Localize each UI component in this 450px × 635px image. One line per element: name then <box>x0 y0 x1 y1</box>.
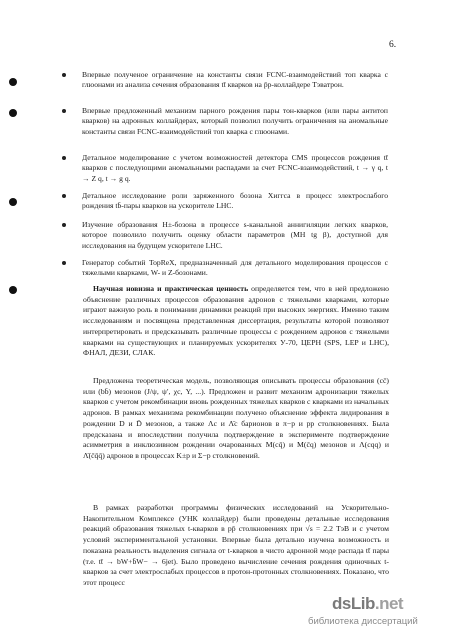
list-item <box>62 153 388 184</box>
list-item-text: Впервые предложенный механизм парного рождения пары тон-кварков (или пары антитоп кварков) на адронных коллайдерах, который позволил получить ограничения на аномальные константы связи FCNC-взаимодействий топ кварка с глюонами. <box>82 106 388 136</box>
list-item <box>62 220 388 251</box>
bullet-icon <box>62 261 66 265</box>
model-paragraph: Предложена теоретическая модель, позволяющая описывать процессы образования (cc̄) или (bb̄) мезонов (J/ψ, ψ′, χc, Υ, ...). Предложен и развит механизм адронизации тяжелых кварков с учетом рекомбинации вновь рожденных тяжелых кварков с кварками из начальных адронов. В рамках механизма рекомбинации получено объяснение эффекта лидирования в рождении D и D̄ мезонов, а также Λc и Λ̄c барионов в π−p и pp столкновениях. Была предсказана и впоследствии получила подтверждение в эксперименте подтверждение асимметрия в инклюзивном рождении очарованных M(cq̄) и M(c̄q) мезонов и Λ(cqq) и Λ̄(c̄q̄q̄) адронов в процессах K±p и Σ−p столкновений. <box>83 376 389 460</box>
binder-hole-dot <box>9 109 17 117</box>
novelty-paragraph <box>83 284 389 359</box>
bullet-icon <box>62 156 66 160</box>
list-item <box>62 70 388 91</box>
watermark-subtitle: библиотека диссертаций <box>308 616 418 627</box>
list-item-text: Генератор событий TopReX, предназначенный для детального моделирования процессов с тяжелыми кварками, W- и Z-бозонами. <box>82 258 388 278</box>
binder-hole-dot <box>9 198 17 206</box>
page-number: 6. <box>389 40 397 50</box>
list-item-text: Впервые полученое ограничение на константы связи FCNC-взаимодействий топ кварка с глюонами из анализа сечения образования tt̄ кварков на p̄p-коллайдере Тэватрон. <box>82 70 388 90</box>
binder-hole-dot <box>9 286 17 294</box>
bullet-icon <box>62 109 66 113</box>
list-item <box>62 106 388 137</box>
list-item-text: Детальное исследование роли заряженного бозона Хиггса в процесс электрослабого рождения tb̄-пары кварков на ускорителе LHC. <box>82 191 388 211</box>
list-item <box>62 258 388 279</box>
unk-paragraph: В рамках разработки программы физических исследований на Ускорительно-Накопительном Комплексе (УНК коллайдер) были проведены детальные исследования реакций образования тяжелых t-кварков в pp̄ столкновениях при √s = 2.2 ТэВ и с учетом условий экспериментальной установки. Впервые была детально изучена возможность и показана реальность выделения сигнала от t-кварков в чисто адронной моде распада tt̄ пары (т.е. tt̄ → bW+b̄W− → 6jet). Было проведено вычисление сечения рождения одиночных t-кварков за счет электрослабых процессов в протон-протонных столкновениях. Показано, что этот процесс <box>83 503 389 587</box>
bullet-icon <box>62 194 66 198</box>
binder-hole-dot <box>9 78 17 86</box>
list-item-text: Детальное моделирование с учетом возможностей детектора CMS процессов рождения tt̄ кварков с последующими аномальными распадами за счет FCNC-взаимодействий, t → γ q, t → Z q, t → g q. <box>82 153 388 183</box>
novelty-text: определяется тем, что в ней предложено объяснение различных процессов образования адронов с тяжелыми кварками, которые играют важную роль в понимании динамики реакций при высоких энергиях. Именно таким исследованиям и посвящена представленная диссертация, результаты которой позволяют интерпретировать и предсказывать различные процессы с рождением адронов с тяжелыми кварками на существующих и планируемых ускорителях У-70, ЦЕРН (SPS, LEP и LHC), ФНАЛ, ДЕЗИ, СЛАК. <box>83 284 389 358</box>
bullet-icon <box>62 73 66 77</box>
bullet-icon <box>62 223 66 227</box>
list-item-text: Изучение образования H±-бозона в процессе s-канальной аннигиляции легких кварков, которое позволило получить оценку области параметров (MH tg β), доступной для исследования на будущем ускорителе LHC. <box>82 220 388 250</box>
list-item <box>62 191 388 212</box>
watermark-logo: dsLib.net <box>332 594 404 613</box>
watermark <box>308 594 448 630</box>
novelty-heading: Научная новизна и практическая ценность <box>93 284 249 293</box>
